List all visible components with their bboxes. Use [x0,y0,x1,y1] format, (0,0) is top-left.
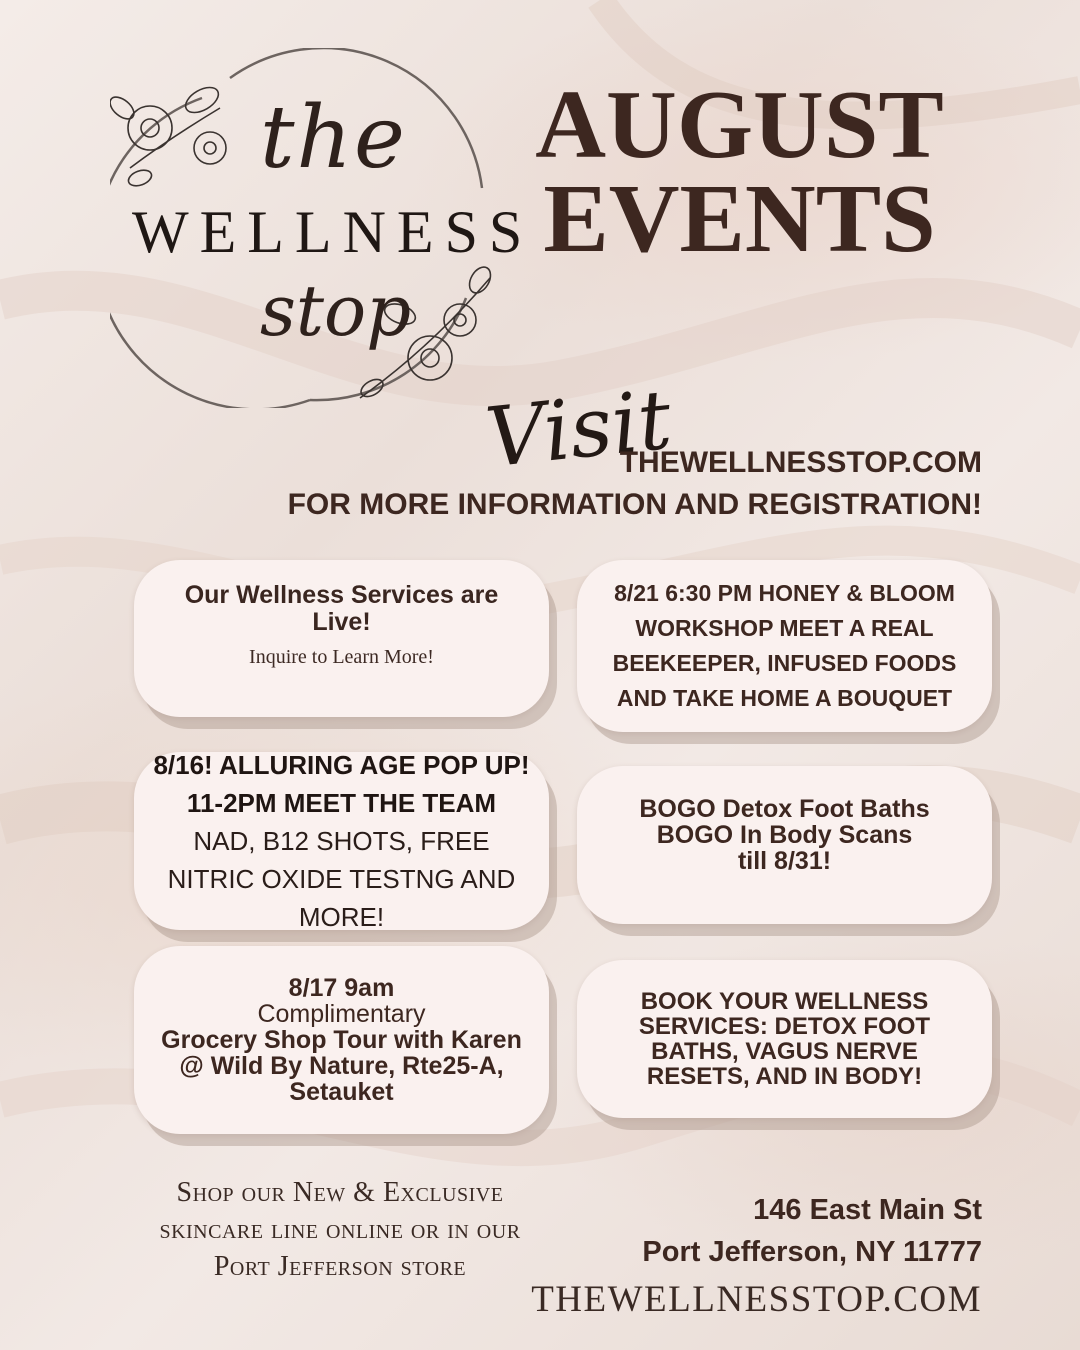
wellness-stop-logo [110,48,534,408]
bogo-line-2: BOGO In Body Scans [656,821,913,849]
shop-skincare-text: Shop our New & Exclusive skincare line online or in our Port Jefferson store [159,1177,521,1282]
card-bogo [577,766,992,924]
services-heading: Our Wellness Services are Live! [184,581,499,636]
title-line-1: AUGUST [535,71,944,179]
visit-info-text: FOR MORE INFORMATION AND REGISTRATION! [287,488,982,521]
grocery-line-2: Complimentary [257,1000,426,1028]
honey-bloom-text: 8/21 6:30 PM HONEY & BLOOM WORKSHOP MEET A REAL BEEKEEPER, INFUSED FOODS AND TAKE HOME A BOUQUET [612,580,957,711]
card-honey-bloom [577,560,992,732]
card-grocery-tour [134,946,549,1134]
bogo-line-3: till 8/31! [737,847,832,875]
grocery-line-3: Grocery Shop Tour with Karen @ Wild By Nature, Rte25-A, Setauket [161,1026,522,1106]
alluring-line-2: 11-2PM MEET THE TEAM [186,788,497,818]
services-sub: Inquire to Learn More! [249,646,434,668]
card-alluring-age [134,752,549,930]
address-line-1: 146 East Main St [753,1194,982,1226]
flower-top-icon [110,82,226,188]
card-wellness-services [134,560,549,717]
logo-wellness-text: WELLNESS [132,199,534,265]
page-title [512,71,967,273]
logo-the-text: the [260,88,407,188]
alluring-line-3: NAD, B12 SHOTS, FREE NITRIC OXIDE TESTNG AND MORE! [167,826,516,932]
alluring-line-1: 8/16! ALLURING AGE POP UP! [153,750,530,780]
title-line-2: EVENTS [543,165,936,273]
footer-website[interactable]: THEWELLNESSTOP.COM [531,1279,982,1320]
visit-script-text: Visit [481,372,676,487]
book-services-text: BOOK YOUR WELLNESS SERVICES: DETOX FOOT BATHS, VAGUS NERVE RESETS, AND IN BODY! [638,988,931,1090]
visit-url[interactable]: THEWELLNESSTOP.COM [619,446,982,479]
address-line-2: Port Jefferson, NY 11777 [642,1236,982,1268]
grocery-line-1: 8/17 9am [288,974,395,1002]
logo-stop-text: stop [260,270,412,352]
bogo-line-1: BOGO Detox Foot Baths [639,795,930,823]
card-book-services [577,960,992,1118]
